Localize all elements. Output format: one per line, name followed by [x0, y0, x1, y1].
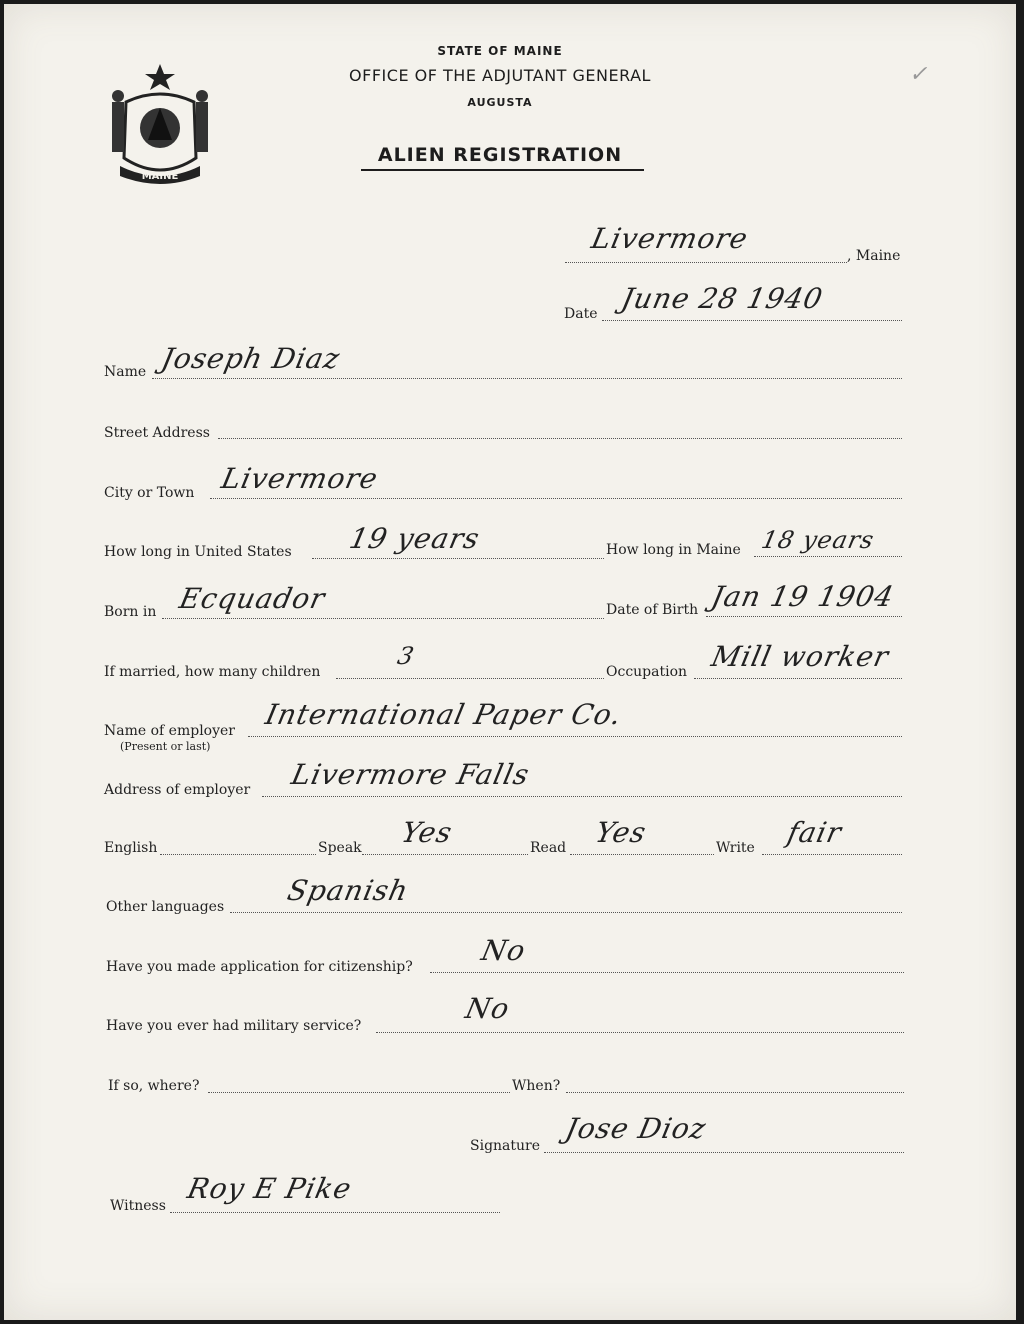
occupation-value: Mill worker [708, 640, 893, 673]
how-long-us-label: How long in United States [104, 544, 292, 560]
when-label: When? [512, 1078, 561, 1094]
english-line [160, 854, 316, 855]
employer-value: International Paper Co. [262, 698, 625, 731]
write-line [762, 854, 902, 855]
citizenship-line [430, 972, 904, 973]
title-underline [361, 169, 644, 171]
form-title: ALIEN REGISTRATION [377, 144, 623, 166]
children-line [336, 678, 604, 679]
speak-line [362, 854, 528, 855]
speak-label: Speak [318, 840, 362, 856]
other-languages-label: Other languages [106, 899, 225, 915]
read-value: Yes [592, 816, 650, 849]
other-languages-value: Spanish [284, 874, 412, 907]
date-value: June 28 1940 [618, 282, 827, 315]
born-in-line [162, 618, 604, 619]
dob-label: Date of Birth [606, 602, 699, 618]
name-label: Name [104, 364, 147, 380]
header-city: AUGUSTA [467, 96, 533, 109]
maine-label: , Maine [847, 248, 901, 264]
town-line [565, 262, 847, 263]
write-value: fair [784, 816, 845, 849]
city-label: City or Town [104, 485, 195, 501]
how-long-us-line [312, 558, 604, 559]
write-label: Write [716, 840, 755, 856]
married-children-label: If married, how many children [104, 664, 321, 680]
occupation-line [694, 678, 902, 679]
citizenship-label: Have you made application for citizenship? [106, 959, 413, 975]
city-line [210, 498, 902, 499]
employer-sublabel: (Present or last) [120, 740, 211, 753]
where-line [208, 1092, 510, 1093]
dob-value: Jan 19 1904 [708, 580, 898, 613]
corner-check-mark: ✓ [909, 62, 928, 87]
read-label: Read [530, 840, 567, 856]
dob-line [706, 616, 902, 617]
military-value: No [462, 992, 513, 1025]
english-label: English [104, 840, 158, 856]
header-office: OFFICE OF THE ADJUTANT GENERAL [349, 66, 651, 85]
witness-line [170, 1212, 500, 1213]
employer-label: Name of employer [104, 723, 235, 739]
how-long-maine-line [754, 556, 902, 557]
speak-value: Yes [398, 816, 456, 849]
header-state: STATE OF MAINE [437, 44, 563, 58]
employer-address-line [262, 796, 902, 797]
witness-value: Roy E Pike [184, 1172, 355, 1205]
employer-address-value: Livermore Falls [288, 758, 533, 791]
military-label: Have you ever had military service? [106, 1018, 362, 1034]
born-in-label: Born in [104, 604, 157, 620]
military-line [376, 1032, 904, 1033]
svg-text:MAINE: MAINE [141, 171, 179, 182]
city-value: Livermore [218, 462, 382, 495]
employer-address-label: Address of employer [104, 782, 251, 798]
signature-line [544, 1152, 904, 1153]
how-long-maine-label: How long in Maine [606, 542, 741, 558]
when-line [566, 1092, 904, 1093]
town-value: Livermore [588, 222, 752, 255]
where-label: If so, where? [108, 1078, 200, 1094]
how-long-us-value: 19 years [346, 522, 483, 555]
name-line [152, 378, 902, 379]
witness-label: Witness [110, 1198, 166, 1214]
born-in-value: Ecquador [176, 582, 329, 615]
employer-line [248, 736, 902, 737]
occupation-label: Occupation [606, 664, 688, 680]
street-label: Street Address [104, 425, 210, 441]
citizenship-value: No [478, 934, 529, 967]
read-line [570, 854, 714, 855]
how-long-maine-value: 18 years [759, 526, 878, 554]
street-line [218, 438, 902, 439]
signature-value: Jose Dioz [562, 1112, 710, 1145]
name-value: Joseph Diaz [158, 342, 344, 375]
date-line [602, 320, 902, 321]
form-sheet [4, 4, 1016, 1320]
signature-label: Signature [470, 1138, 541, 1154]
other-languages-line [230, 912, 902, 913]
date-label: Date [564, 306, 598, 322]
children-value: 3 [395, 642, 418, 670]
